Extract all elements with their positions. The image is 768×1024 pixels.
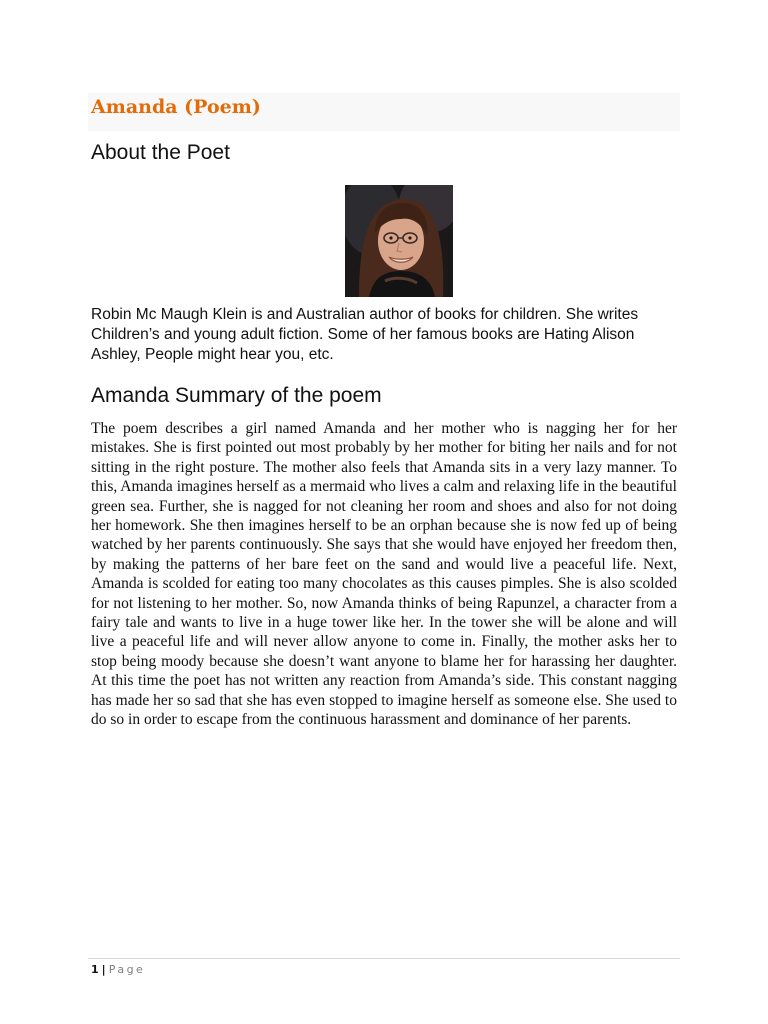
footer-separator: | [101,963,106,976]
document-title: Amanda (Poem) [91,96,261,118]
footer-page-word: Page [108,963,146,976]
footer-divider [88,958,680,959]
poet-portrait-image [345,185,453,297]
footer-page-number: 1 [91,963,99,976]
poet-portrait-illustration [345,185,453,297]
section-heading-about-poet: About the Poet [91,141,230,164]
about-poet-paragraph: Robin Mc Maugh Klein is and Australian author of books for children. She writes Children’s and young adult fiction. Some of her famous books are Hating Alison Ashley, People might hear you, etc. [91,306,639,363]
section-heading-summary: Amanda Summary of the poem [91,384,382,407]
page-footer [91,962,145,978]
summary-paragraph: The poem describes a girl named Amanda and her mother who is nagging her for her mistakes. She is first pointed out most probably by her mother for biting her nails and for not sitting in the right posture. The mother also feels that Amanda sits in a very lazy manner. To this, Amanda imagines herself as a mermaid who lives a calm and relaxing life in the beautiful green sea. Further, she is nagged for not cleaning her room and shoes and also for not doing her homework. She then imagines herself to be an orphan because she is now fed up of being watched by her parents continuously. She says that she would have enjoyed her freedom then, by making the patterns of her bare feet on the sand and would live a peaceful life. Next, Amanda is scolded for eating too many chocolates as this causes pimples. She is also scolded for not listening to her mother. So, now Amanda thinks of being Rapunzel, a character from a fairy tale and wants to live in a huge tower like her. In the tower she will be alone and will live a peaceful life and will never allow anyone to come in. Finally, the mother asks her to stop being moody because she doesn’t want anyone to blame her for harassing her daughter. At this time the poet has not written any reaction from Amanda’s side. This constant nagging has made her so sad that she has even stopped to imagine herself as someone else. She used to do so in order to escape from the continuous harassment and dominance of her parents. [91,420,677,729]
